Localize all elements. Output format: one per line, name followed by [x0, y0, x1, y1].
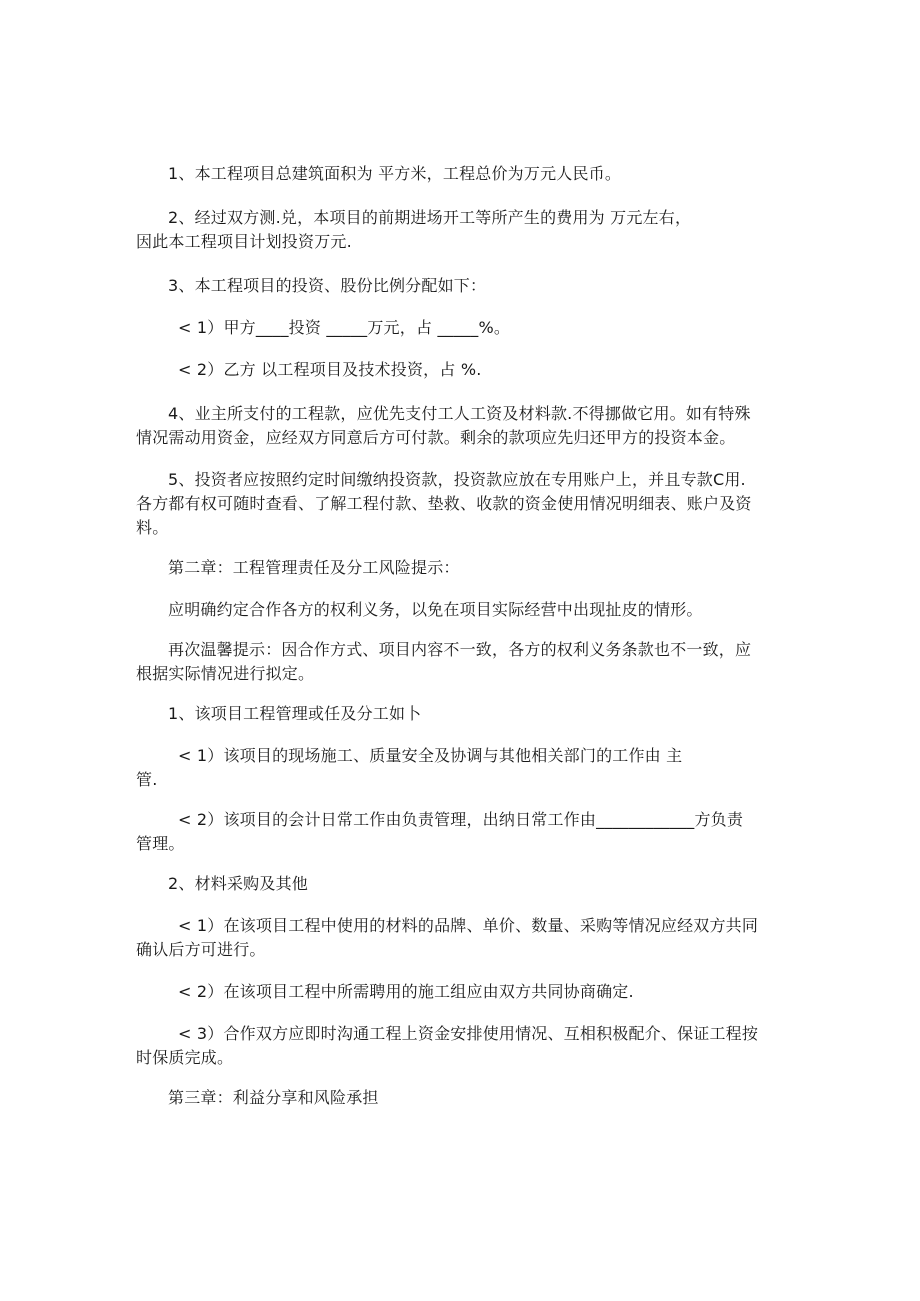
text-line: 管理。	[136, 834, 185, 853]
text-line: < 2）在该项目工程中所需聘用的施工组应由双方共同协商确定.	[178, 982, 634, 1001]
text-line: < 3）合作双方应即时沟通工程上资金安排使用情况、互相积极配介、保证工程按	[178, 1024, 759, 1043]
chapter-heading: 第三章：利益分享和风险承担	[168, 1088, 379, 1107]
text-line: 3、本工程项目的投资、股份比例分配如下：	[168, 276, 487, 295]
text-line: 4、业主所支付的工程款，应优先支付工人工资及材料款.不得挪做它用。如有特殊	[168, 404, 751, 423]
text-line: 情况需动用资金，应经双方同意后方可付款。剩余的款项应先归还甲方的投资本金。	[136, 428, 736, 447]
text-line: 管.	[136, 770, 158, 789]
text-line: 5、投资者应按照约定时间缴纳投资款，投资款应放在专用账户上，并且专款C用.	[168, 470, 746, 489]
text-line: 1、本工程项目总建筑面积为 平方米，工程总价为万元人民币。	[168, 164, 622, 183]
text-line: < 2）乙方 以工程项目及技术投资，占 %.	[178, 360, 482, 379]
text-line: < 1）在该项目工程中使用的材料的品牌、单价、数量、采购等情况应经双方共同	[178, 916, 759, 935]
text-line: 1、该项目工程管理或任及分工如卜	[168, 704, 422, 723]
text-line: < 2）该项目的会计日常工作由负责管理，出纳日常工作由____________方负责	[178, 810, 744, 829]
text-line: 确认后方可进行。	[136, 940, 266, 959]
text-line: 时保质完成。	[136, 1048, 234, 1067]
text-line: < 1）该项目的现场施工、质量安全及协调与其他相关部门的工作由 主	[178, 746, 683, 765]
text-line: < 1）甲方____投资 _____万元，占 _____%。	[178, 318, 511, 337]
text-line: 因此本工程项目计划投资万元.	[136, 232, 352, 251]
text-line: 2、材料采购及其他	[168, 874, 308, 893]
text-line: 2、经过双方测.兑，本项目的前期进场开工等所产生的费用为 万元左右，	[168, 208, 692, 227]
chapter-heading: 第二章：工程管理责任及分工风险提示：	[168, 558, 460, 577]
text-line: 各方都有权可随时查看、了解工程付款、垫救、收款的资金使用情况明细表、账户及资	[136, 494, 752, 513]
text-line: 料。	[136, 518, 169, 537]
text-line: 再次温馨提示：因合作方式、项目内容不一致，各方的权利义务条款也不一致，应	[168, 640, 752, 659]
text-line: 根据实际情况进行拟定。	[136, 664, 315, 683]
text-line: 应明确约定合作各方的权利义务，以免在项目实际经营中出现扯皮的情形。	[168, 600, 703, 619]
